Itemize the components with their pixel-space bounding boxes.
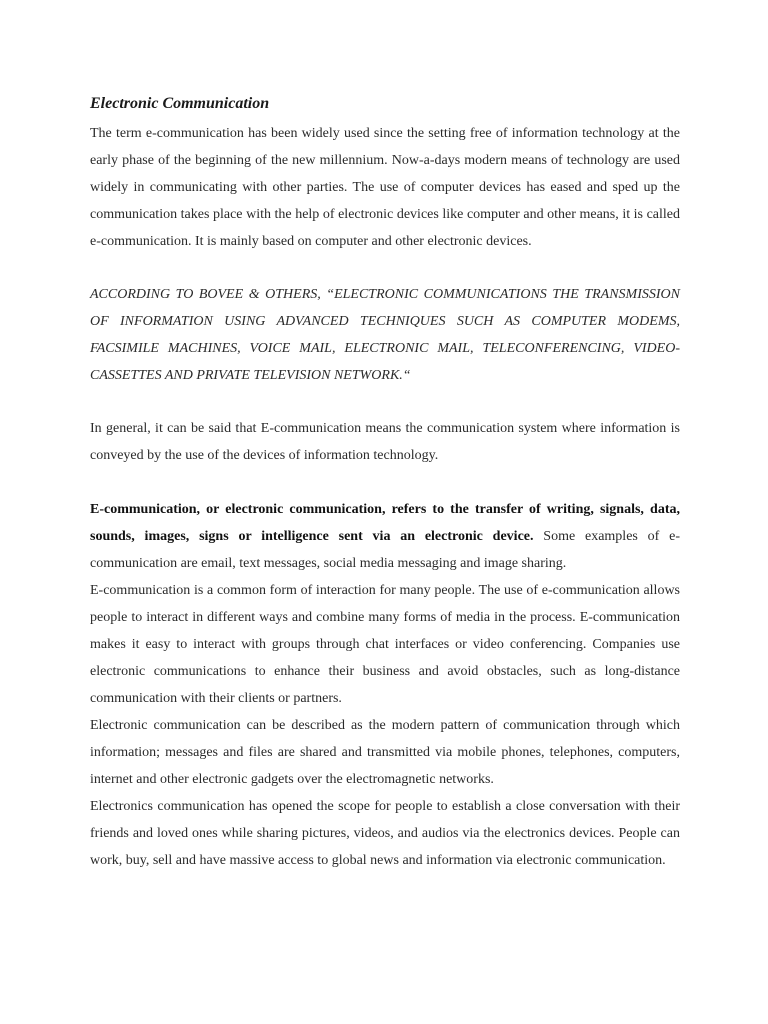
- modern-pattern-paragraph: Electronic communication can be described as the modern pattern of communication through which information; messages and files are shared and transmitted via mobile phones, telephones, computers, internet and other electronic gadgets over the electromagnetic networks.: [90, 718, 680, 787]
- scope-paragraph: Electronics communication has opened the scope for people to establish a close conversation with their friends and loved ones while sharing pictures, videos, and audios via the electronics devices. People can work, buy, sell and have massive access to global news and information via electronic communication.: [90, 799, 680, 868]
- document-title: Electronic Communication: [90, 95, 270, 112]
- interaction-paragraph: E-communication is a common form of interaction for many people. The use of e-communication allows people to interact in different ways and combine many forms of media in the process. E-communication makes it easy to interact with groups through chat interfaces or video conferencing. Companies use electronic communications to enhance their business and avoid obstacles, such as long-distance communication with their clients or partners.: [90, 583, 680, 706]
- intro-paragraph: The term e-communication has been widely used since the setting free of information technology at the early phase of the beginning of the new millennium. Now-a-days modern means of technology are used widely in communicating with other parties. The use of computer devices has eased and sped up the communication takes place with the help of electronic devices like computer and other means, it is called e-communication. It is mainly based on computer and other electronic devices.: [90, 126, 680, 249]
- definition-examples-text: Some examples of e-communication are email, text messages, social media messaging and image sharing.: [90, 529, 680, 571]
- spacer: [90, 389, 680, 415]
- spacer: [90, 469, 680, 496]
- general-definition-paragraph: In general, it can be said that E-communication means the communication system where information is conveyed by the use of the devices of information technology.: [90, 421, 680, 463]
- bovee-quote: ACCORDING TO BOVEE & OTHERS, “ELECTRONIC COMMUNICATIONS THE TRANSMISSION OF INFORMATION USING ADVANCED TECHNIQUES SUCH AS COMPUTER MODEMS, FACSIMILE MACHINES, VOICE MAIL, ELECTRONIC MAIL, TELECONFERENCING, VIDEO-CASSETTES AND PRIVATE TELEVISION NETWORK.“: [90, 287, 680, 383]
- definition-bold-text: E-communication, or electronic communication, refers to the transfer of writing, signals, data, sounds, images, signs or intelligence sent via an electronic device.: [90, 502, 680, 544]
- definition-paragraph: [90, 496, 680, 577]
- spacer: [90, 255, 680, 281]
